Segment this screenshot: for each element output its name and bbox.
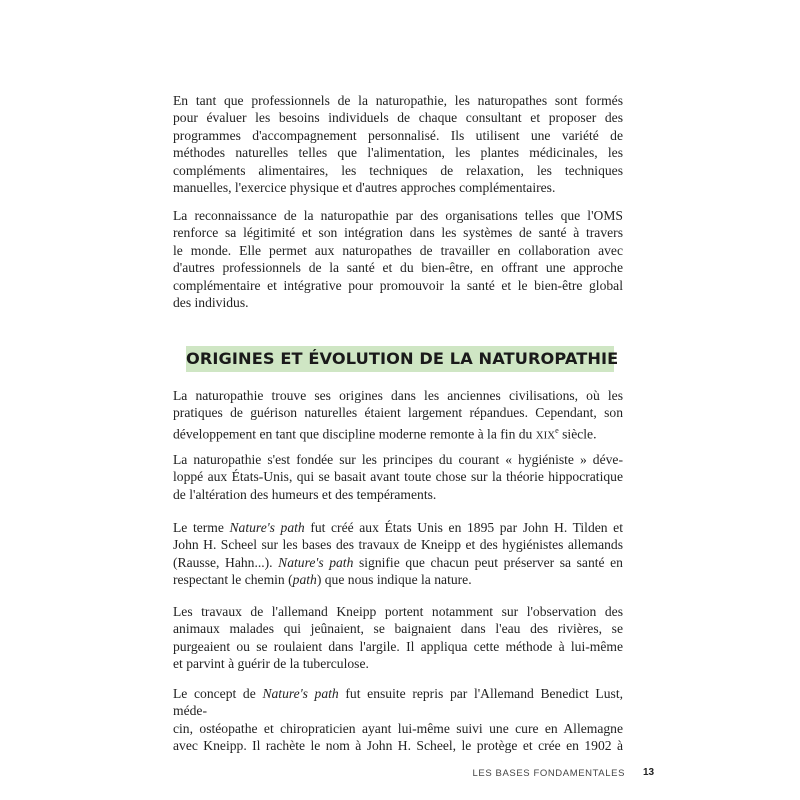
text-line: pour évaluer les besoins individuels de chaque consultant et proposer des: [173, 110, 623, 126]
text-fragment: fut créé aux États Unis en 1895 par John H. Tilden et: [304, 520, 623, 535]
italic-term: Nature's path: [229, 520, 305, 535]
text-line: et parvint à guérir de la tuberculose.: [173, 656, 369, 672]
text-line: cin, ostéopathe et chiropraticien ayant lui-même suivi une cure en Allemagne: [173, 720, 623, 736]
text-line: pratiques de guérison naturelles étaient largement répandues. Cependant, son: [173, 405, 623, 421]
text-fragment: développement en tant que discipline moderne remonte à la fin du: [173, 426, 536, 442]
text-line: programmes d'accompagnement personnalisé. Ils utilisent une variété de: [173, 127, 623, 143]
text-fragment: signifie que chacun peut préserver sa santé en: [353, 554, 623, 570]
text-fragment: siècle.: [558, 426, 597, 442]
text-fragment: fut ensuite repris par l'Allemand Benedict Lust, méde-: [173, 686, 623, 719]
text-fragment: ) que nous indique la nature.: [316, 572, 472, 588]
text-line: avec Kneipp. Il rachète le nom à John H. Scheel, le protège et crée en 1902 à: [173, 738, 623, 754]
superscript: e: [555, 425, 559, 435]
paragraph-natures-path: [173, 519, 623, 589]
paragraph-hygieniste: [173, 451, 623, 503]
text-line: des individus.: [173, 295, 249, 311]
italic-term: Nature's path: [278, 554, 354, 570]
section-heading-highlight: [186, 346, 619, 372]
text-line: méthodes naturelles telles que l'alimentation, les plantes médicinales, les: [173, 145, 623, 161]
text-fragment: (Rausse, Hahn...).: [173, 554, 279, 570]
text-line: compléments alimentaires, les techniques de relaxation, les techniques: [173, 162, 623, 178]
text-line: animaux malades qui jeûnaient, se baignaient dans l'eau des rivières, se: [173, 621, 623, 637]
text-line: Les travaux de l'allemand Kneipp portent notamment sur l'observation des: [173, 604, 623, 619]
text-line: le monde. Elle permet aux naturopathes de travailler en collaboration avec: [173, 242, 623, 258]
text-fragment: Le terme: [173, 520, 230, 535]
text-line: [173, 554, 623, 571]
text-line: loppé aux États-Unis, qui se basait avant toute chose sur la théorie hippocratique: [173, 469, 623, 485]
paragraph-professionnels: [173, 92, 623, 196]
paragraph-benedict-lust: [173, 685, 623, 755]
text-line: manuelles, l'exercice physique et d'autres approches complémentaires.: [173, 180, 556, 196]
page-number: 13: [643, 767, 655, 778]
italic-term: path: [292, 572, 317, 588]
text-line: d'autres professionnels de la santé et du bien-être, en offrant une approche: [173, 260, 623, 276]
paragraph-origines: [173, 387, 623, 445]
paragraph-kneipp: [173, 603, 623, 673]
text-line: [173, 422, 623, 445]
section-heading: ORIGINES ET ÉVOLUTION DE LA NATUROPATHIE: [186, 349, 619, 368]
footer-section-label: LES BASES FONDAMENTALES: [472, 768, 625, 779]
text-fragment: respectant le chemin (: [173, 572, 293, 588]
text-line: La reconnaissance de la naturopathie par des organisations telles que l'OMS: [173, 208, 623, 223]
text-line: [173, 571, 623, 588]
text-line: complémentaire et intégrative pour promouvoir la santé et le bien-être global: [173, 277, 623, 293]
text-fragment: Le concept de: [173, 686, 263, 701]
text-line: renforce sa légitimité et son intégration dans les systèmes de santé à travers: [173, 225, 623, 241]
text-line: La naturopathie trouve ses origines dans les anciennes civilisations, où les: [173, 388, 623, 403]
century-numeral: XIX: [535, 429, 556, 442]
text-line: de l'altération des humeurs et des tempéraments.: [173, 486, 437, 502]
text-line: La naturopathie s'est fondée sur les principes du courant « hygiéniste » déve-: [173, 452, 623, 467]
text-line: En tant que professionnels de la naturopathie, les naturopathes sont formés: [173, 93, 623, 108]
text-line: purgeaient ou se roulaient dans l'argile. Il appliqua cette méthode à lui-même: [173, 638, 623, 654]
text-line: [173, 685, 623, 720]
italic-term: Nature's path: [262, 686, 339, 701]
text-line: John H. Scheel sur les bases des travaux de Kneipp et des hygiénistes allemands: [173, 537, 623, 553]
paragraph-reconnaissance: [173, 207, 623, 311]
text-line: [173, 519, 623, 536]
